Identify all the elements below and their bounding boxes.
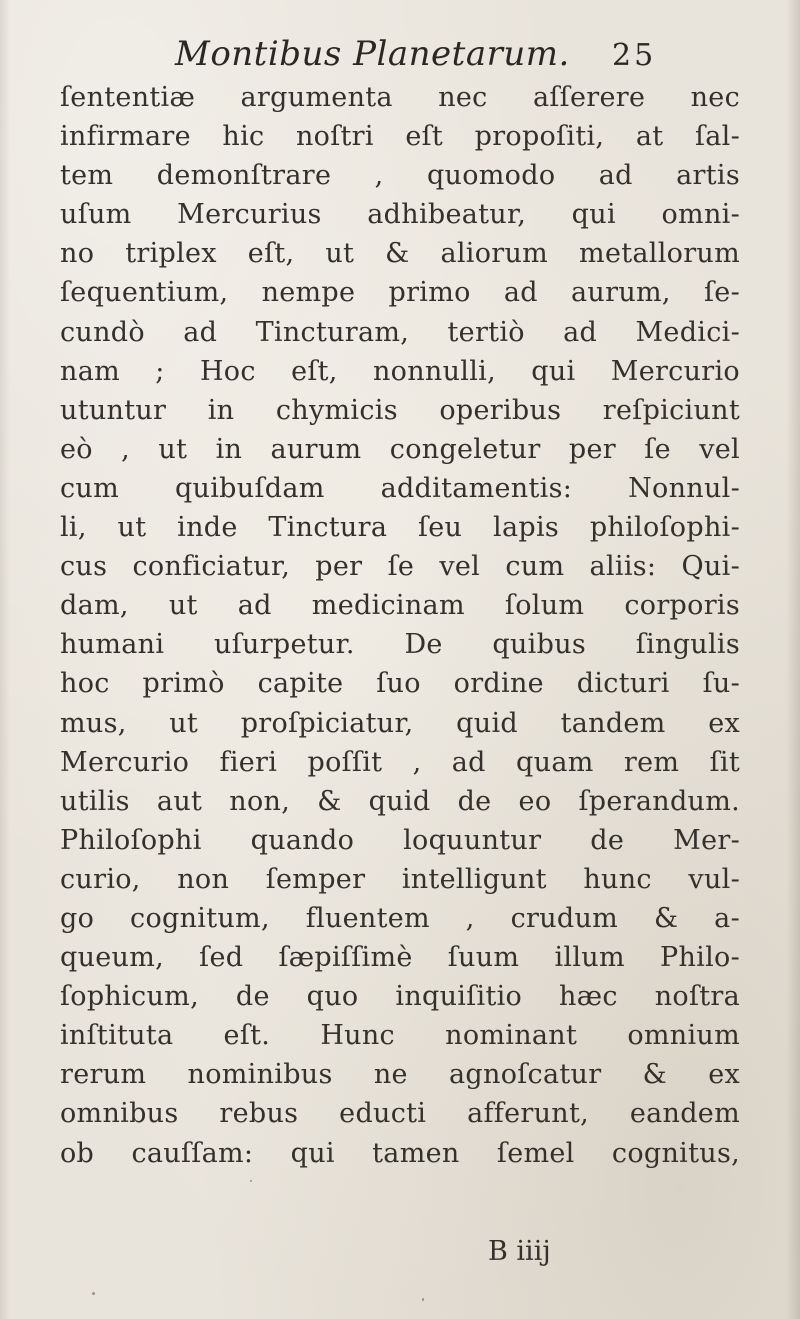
text-line: ob cauſſam: qui tamen ſemel cognitus, xyxy=(60,1137,740,1169)
page-edge-shadow xyxy=(786,0,800,1319)
text-line: uſum Mercurius adhibeatur, qui omni- xyxy=(60,199,740,231)
text-line: dam, ut ad medicinam ſolum corporis xyxy=(60,590,740,622)
page-number: 25 xyxy=(612,38,657,73)
text-line: cus conficiatur, per ſe vel cum aliis: Qui- xyxy=(60,551,740,583)
text-line: no triplex eſt, ut & aliorum metallorum xyxy=(60,238,740,270)
text-line: infirmare hic noſtri eſt propoſiti, at ſal- xyxy=(60,121,740,153)
page-gutter-shadow xyxy=(0,0,10,1319)
body-text xyxy=(60,78,740,1173)
text-line: cundò ad Tincturam, tertiò ad Medici- xyxy=(60,316,740,348)
signature-mark: B iiij xyxy=(488,1236,551,1267)
paper-speck xyxy=(422,1298,424,1301)
text-line: li, ut inde Tinctura ſeu lapis philoſophi- xyxy=(60,512,740,544)
text-line: cum quibuſdam additamentis: Nonnul- xyxy=(60,472,740,504)
paper-speck xyxy=(250,1180,252,1182)
text-line: ſequentium, nempe primo ad aurum, ſe- xyxy=(60,277,740,309)
running-title: Montibus Planetarum. xyxy=(175,34,570,74)
text-line: utilis aut non, & quid de eo ſperandum. xyxy=(60,785,740,817)
text-line: utuntur in chymicis operibus reſpiciunt xyxy=(60,394,740,426)
text-line: ſophicum, de quo inquiſitio hæc noſtra xyxy=(60,981,740,1013)
text-line: mus, ut proſpiciatur, quid tandem ex xyxy=(60,707,740,739)
text-line: omnibus rebus educti afferunt, eandem xyxy=(60,1098,740,1130)
text-line: tem demonſtrare , quomodo ad artis xyxy=(60,160,740,192)
text-line: hoc primò capite ſuo ordine dicturi ſu- xyxy=(60,668,740,700)
paper-speck xyxy=(732,640,735,642)
text-line: ſententiæ argumenta nec aſſerere nec xyxy=(60,82,740,113)
page-header xyxy=(0,32,800,82)
text-line: curio, non ſemper intelligunt hunc vul- xyxy=(60,863,740,895)
text-line: Mercurio fieri poſſit , ad quam rem ſit xyxy=(60,746,740,778)
text-line: nam ; Hoc eſt, nonnulli, qui Mercurio xyxy=(60,355,740,387)
text-line: eò , ut in aurum congeletur per ſe vel xyxy=(60,433,740,465)
text-line: rerum nominibus ne agnoſcatur & ex xyxy=(60,1059,740,1091)
text-line: humani uſurpetur. De quibus ſingulis xyxy=(60,629,740,661)
text-line: go cognitum, fluentem , crudum & a- xyxy=(60,902,740,934)
paper-speck xyxy=(92,1292,95,1295)
text-line: inſtituta eſt. Hunc nominant omnium xyxy=(60,1020,740,1052)
signature-line xyxy=(0,1236,800,1276)
text-line: Philoſophi quando loquuntur de Mer- xyxy=(60,824,740,856)
text-line: queum, ſed ſæpiſſimè ſuum illum Philo- xyxy=(60,942,740,974)
